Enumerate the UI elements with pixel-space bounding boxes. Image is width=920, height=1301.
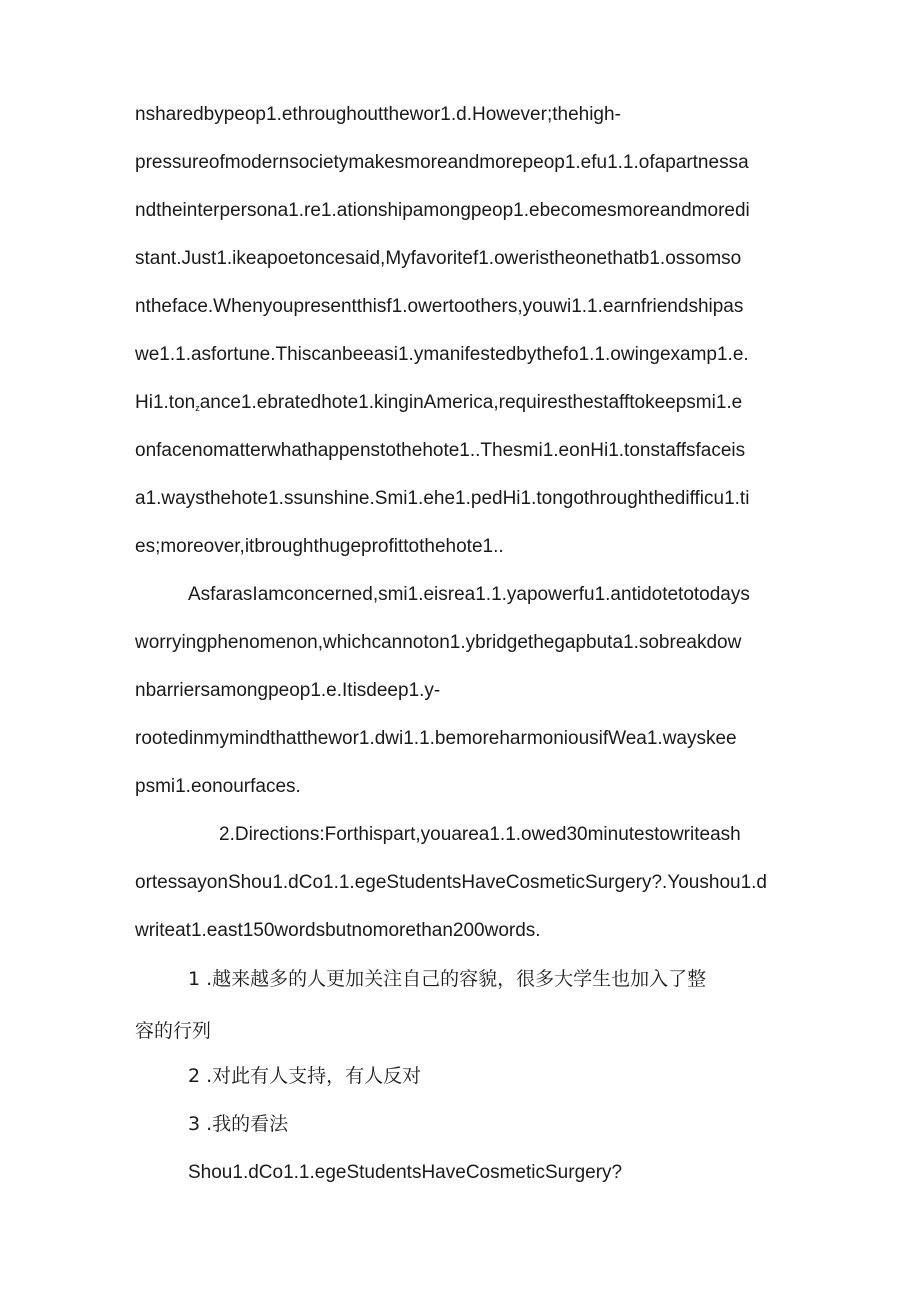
- text-line: stant.Just1.ikeapoetoncesaid,Myfavoritef1.oweristheonethatb1.ossomso: [135, 248, 742, 269]
- text-line: pressureofmodernsocietymakesmoreandmorepeop1.efu1.1.ofapartnessa: [135, 152, 749, 173]
- text-fragment: ance1.ebratedhote1.kinginAmerica,requiresthestafftokeepsmi1.e: [199, 392, 743, 413]
- text-line: psmi1.eonourfaces.: [135, 776, 301, 797]
- text-line: worryingphenomenon,whichcannoton1.ybridgethegapbuta1.sobreakdow: [135, 632, 742, 653]
- outline-item-1-cont: 容的行列: [135, 1020, 212, 1042]
- text-line: ortessayonShou1.dCo1.1.egeStudentsHaveCosmeticSurgery?.Youshou1.d: [135, 872, 767, 893]
- outline-item-2: 2 .对此有人支持，有人反对: [188, 1065, 422, 1087]
- text-line: AsfarasIamconcerned,smi1.eisrea1.1.yapowerfu1.antidotetotodays: [188, 584, 750, 605]
- text-line: ntheface.Whenyoupresentthisf1.owertoothers,youwi1.1.earnfriendshipas: [135, 296, 744, 317]
- text-line: writeat1.east150wordsbutnomorethan200words.: [135, 920, 541, 941]
- essay-title: Shou1.dCo1.1.egeStudentsHaveCosmeticSurgery?: [188, 1162, 623, 1183]
- text-line: nbarriersamongpeop1.e.Itisdeep1.y-: [135, 680, 441, 701]
- text-line: a1.waysthehote1.ssunshine.Smi1.ehe1.pedHi1.tongothroughthedifficu1.ti: [135, 488, 750, 509]
- text-line: es;moreover,itbroughthugeprofittothehote1..: [135, 536, 504, 557]
- text-line: 2.Directions:Forthispart,youarea1.1.owed30minutestowriteash: [219, 824, 741, 845]
- text-fragment: Hi1.ton: [135, 392, 196, 413]
- outline-item-1: 1 .越来越多的人更加关注自己的容貌，很多大学生也加入了整: [188, 968, 707, 990]
- text-line: we1.1.asfortune.Thiscanbeeasi1.ymanifestedbythefo1.1.owingexamp1.e.: [135, 344, 749, 365]
- text-line: ndtheinterpersona1.re1.ationshipamongpeop1.ebecomesmoreandmoredi: [135, 200, 750, 221]
- text-line: [135, 391, 742, 420]
- text-line: nsharedbypeop1.ethroughoutthewor1.d.However;thehigh-: [135, 104, 621, 125]
- subscript-char: z: [195, 403, 200, 413]
- outline-item-3: 3 .我的看法: [188, 1113, 289, 1135]
- text-line: rootedinmymindthatthewor1.dwi1.1.bemoreharmoniousifWea1.wayskee: [135, 728, 737, 749]
- text-line: onfacenomatterwhathappenstothehote1..Thesmi1.eonHi1.tonstaffsfaceis: [135, 440, 746, 461]
